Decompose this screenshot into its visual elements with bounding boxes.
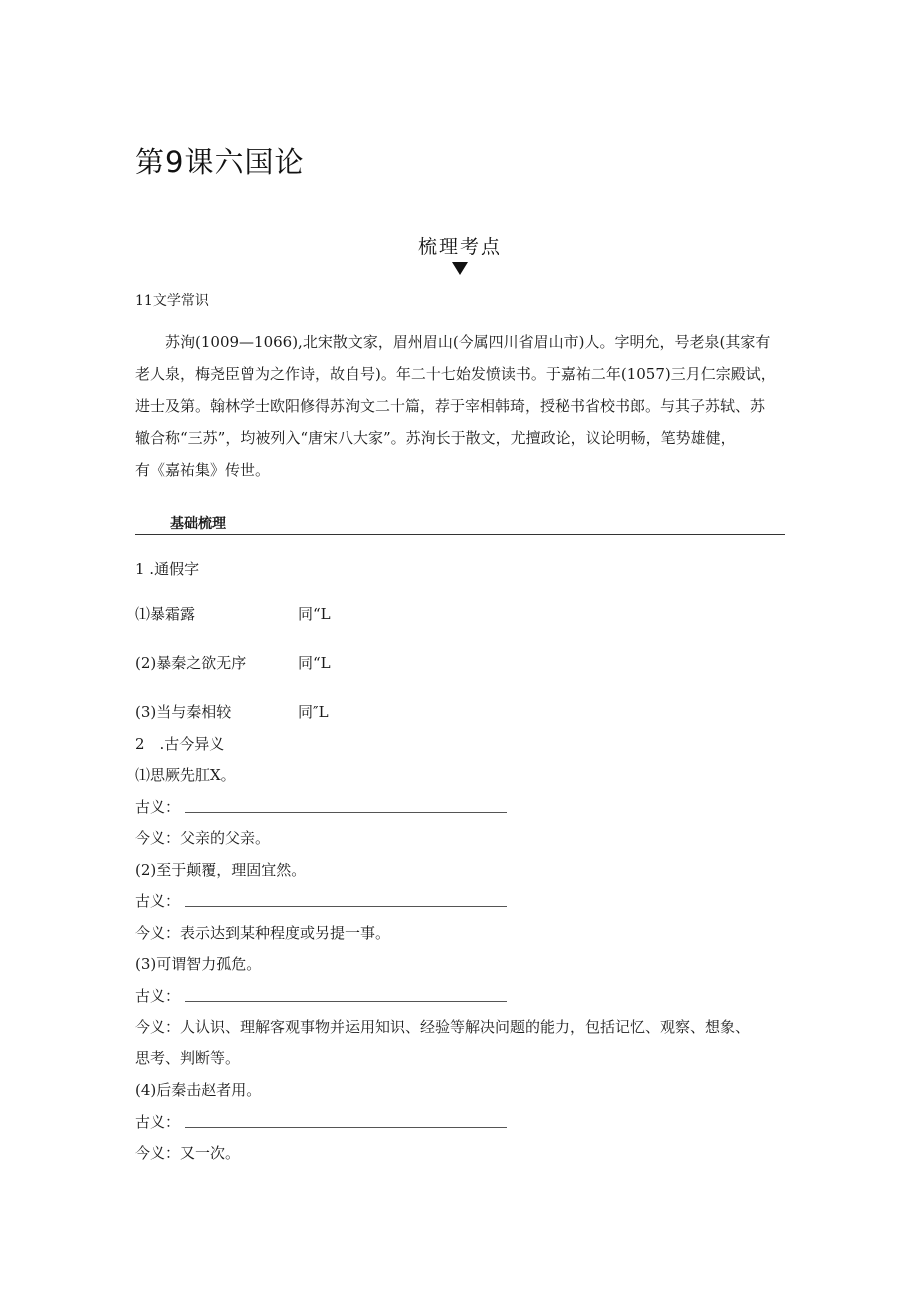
answer-blank[interactable] — [185, 1001, 507, 1002]
tongjia-heading: 1 .通假字 — [135, 560, 200, 578]
section-subhead: 梳理考点 — [417, 236, 502, 258]
literary-heading: 11文学常识 — [135, 293, 209, 309]
guji-gu-label: 古义： — [135, 892, 181, 910]
paragraph-line: 有《嘉祐集》传世。 — [135, 461, 271, 479]
tongjia-item-text: (3)当与秦相较 — [135, 703, 232, 721]
guji-jin: 今义：人认识、理解客观事物并运用知识、经验等解决问题的能力，包括记忆、观察、想象、 — [135, 1018, 751, 1036]
answer-blank[interactable] — [185, 812, 507, 813]
paragraph-line: 老人泉，梅尧臣曾为之作诗，故自号)。年二十七始发愤读书。于嘉祐二年(1057)三月仁宗殿试， — [135, 365, 776, 383]
section-label: 基础梳理 — [170, 516, 226, 532]
guji-gu-label: 古义： — [135, 987, 181, 1005]
paragraph-line: 辙合称“三苏”，均被列入“唐宋八大家”。苏洵长于散文，尤擅政论，议论明畅，笔势雄健， — [135, 429, 736, 447]
guji-gu-label: 古义： — [135, 798, 181, 816]
paragraph-line: 苏洵(1009—1066),北宋散文家，眉州眉山(今属四川省眉山市)人。字明允，号老泉(其家有 — [165, 333, 771, 351]
tongjia-item-text: ⑴暴霜露 — [135, 605, 196, 623]
tongjia-item-text: (2)暴秦之欲无序 — [135, 654, 247, 672]
literary-paragraph — [135, 326, 785, 486]
guji-sentence: ⑴思厥先肛X。 — [135, 766, 236, 784]
page-title: 第9课六国论 — [135, 145, 305, 179]
tongjia-item-tong: 同“L — [298, 605, 331, 623]
guji-jin: 今义：表示达到某种程度或另提一事。 — [135, 924, 391, 942]
guji-gu-label: 古义： — [135, 1113, 181, 1131]
guji-sentence: (4)后秦击赵者用。 — [135, 1081, 262, 1099]
guji-jin: 今义：又一次。 — [135, 1144, 241, 1162]
answer-blank[interactable] — [185, 1127, 507, 1128]
paragraph-line: 进士及第。翰林学士欧阳修得苏洵文二十篇，荐于宰相韩琦，授秘书省校书郎。与其子苏轼、苏 — [135, 397, 766, 415]
guji-jin: 思考、判断等。 — [135, 1049, 241, 1067]
guji-jin: 今义：父亲的父亲。 — [135, 829, 271, 847]
guji-sentence: (3)可谓智力孤危。 — [135, 955, 262, 973]
guji-heading: 2 .古今异义 — [135, 735, 225, 753]
tongjia-item-tong: 同″L — [298, 703, 329, 721]
tongjia-item-tong: 同“L — [298, 654, 331, 672]
section-divider — [135, 513, 785, 535]
down-triangle-icon — [452, 262, 468, 275]
guji-sentence: (2)至于颠覆，理固宜然。 — [135, 861, 307, 879]
answer-blank[interactable] — [185, 906, 507, 907]
